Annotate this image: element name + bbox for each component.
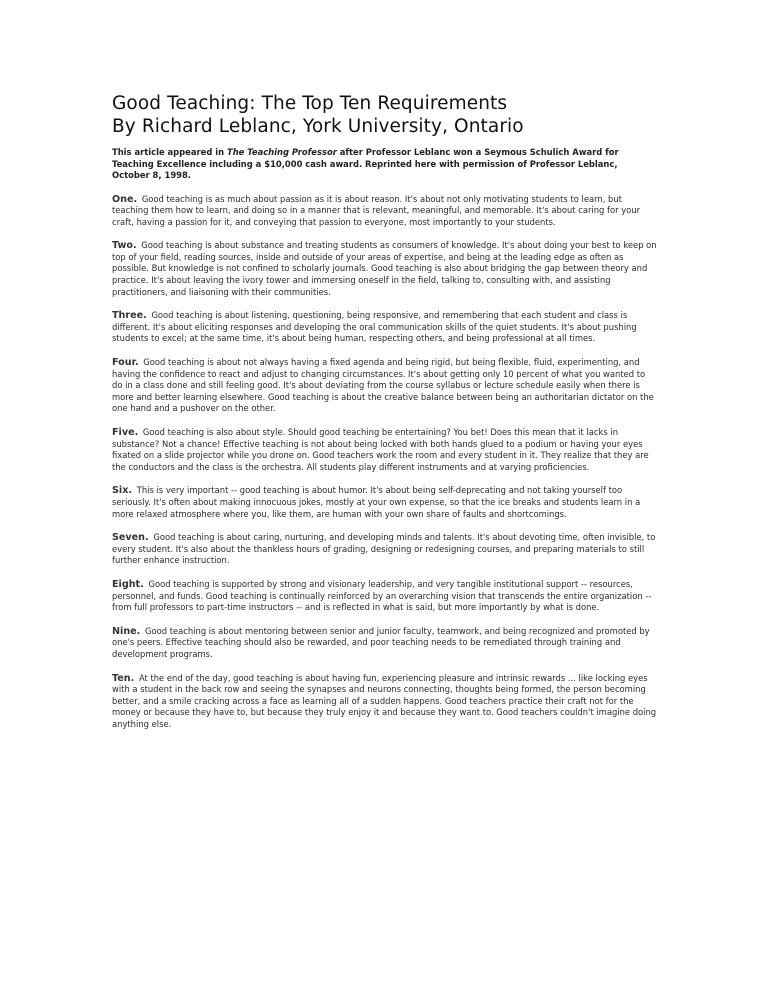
publication-name: The Teaching Professor xyxy=(226,147,337,157)
section-six xyxy=(112,485,658,520)
section-label: Nine. xyxy=(112,625,141,637)
section-label: Ten. xyxy=(112,672,135,684)
intro-text-before: This article appeared in xyxy=(112,147,227,157)
intro-paragraph xyxy=(112,147,658,182)
document-page xyxy=(112,92,658,730)
section-label: Three. xyxy=(112,310,147,322)
section-five xyxy=(112,427,658,473)
section-eight xyxy=(112,579,658,614)
title-line-2: By Richard Leblanc, York University, Ontario xyxy=(112,116,524,137)
section-text: This is very important -- good teaching is about humor. It's about being self-deprecating and not taking yourself too seriously. It's often about making innocuous jokes, mostly at your own expense, so that the ice breaks and students learn in a more relaxed atmosphere where you, like them, are human with your own share of faults and shortcomings. xyxy=(112,485,641,519)
section-label: Two. xyxy=(112,240,137,252)
section-text: Good teaching is about listening, questioning, being responsive, and remembering that each student and class is different. It's about eliciting responses and developing the oral communication skills of the quiet students. It's about pushing students to excel; at the same time, it's about being human, respecting others, and being professional at all times. xyxy=(112,310,637,344)
section-text: Good teaching is supported by strong and visionary leadership, and very tangible institutional support -- resources, personnel, and funds. Good teaching is continually reinforced by an overarching vision that transcends the entire organization -- from full professors to part-time instructors -- and is reflected in what is said, but more importantly by what is done. xyxy=(112,578,652,613)
section-seven xyxy=(112,532,658,567)
section-one xyxy=(112,194,658,229)
section-label: Five. xyxy=(112,427,139,438)
section-text: Good teaching is also about style. Should good teaching be entertaining? You bet! Does this mean that it lacks in substance? Not a chance! Effective teaching is not about being locked with both hands glued to a podium or having your eyes fixated on a slide projector while you drone on. Good teachers work the room and every student in it. They realize that they are the conductors and the class is the orchestra. All students play different instruments and at varying proficiencies. xyxy=(112,427,649,472)
section-four xyxy=(112,357,658,415)
section-text: Good teaching is about not always having a fixed agenda and being rigid, but being flexible, fluid, experimenting, and having the confidence to react and adjust to changing circumstances. It's about getting only 10 percent of what you wanted to do in a class done and still feeling good. It's about deviating from the course syllabus or lecture schedule easily when there is more and better learning elsewhere. Good teaching is about the creative balance between being an authoritarian dictator on the one hand and a pushover on the other. xyxy=(112,357,654,414)
section-label: Eight. xyxy=(112,578,144,590)
section-label: Seven. xyxy=(112,532,149,544)
section-label: One. xyxy=(112,193,138,205)
intro-text-after: after Professor Leblanc won a Seymous Schulich Award for Teaching Excellence including a $10,000 cash award. Reprinted here with permission of Professor Leblanc, October 8, 1998. xyxy=(112,147,619,180)
section-text: Good teaching is about mentoring between senior and junior faculty, teamwork, and being recognized and promoted by one's peers. Effective teaching should also be rewarded, and poor teaching needs to be remediated through training and development programs. xyxy=(112,625,650,659)
section-ten xyxy=(112,673,658,731)
section-label: Four. xyxy=(112,357,139,369)
section-text: Good teaching is about caring, nurturing, and developing minds and talents. It's about devoting time, often invisible, to every student. It's also about the thankless hours of grading, designing or redesigning courses, and preparing materials to still further enhance instruction. xyxy=(112,532,656,566)
section-two xyxy=(112,240,658,298)
section-text: At the end of the day, good teaching is about having fun, experiencing pleasure and intrinsic rewards ... like locking eyes with a student in the back row and seeing the synapses and neurons connecting, thoughts being formed, the person becoming better, and a smile cracking across a face as learning all of a sudden happens. Good teachers practice their craft not for the money or because they have to, but because they truly enjoy it and because they want to. Good teachers couldn't imagine doing anything else. xyxy=(112,672,657,729)
section-three xyxy=(112,310,658,345)
document-title xyxy=(112,92,658,138)
title-line-1: Good Teaching: The Top Ten Requirements xyxy=(112,93,508,114)
section-label: Six. xyxy=(112,485,133,497)
section-nine xyxy=(112,626,658,661)
section-text: Good teaching is as much about passion as it is about reason. It's about not only motivating students to learn, but teaching them how to learn, and doing so in a manner that is relevant, meaningful, and memorable. It's about caring for your craft, having a passion for it, and conveying that passion to everyone, most importantly to your students. xyxy=(112,193,641,227)
section-text: Good teaching is about substance and treating students as consumers of knowledge. It's about doing your best to keep on top of your field, reading sources, inside and outside of your areas of expertise, and being at the leading edge as often as possible. But knowledge is not confined to scholarly journals. Good teaching is also about bridging the gap between theory and practice. It's about leaving the ivory tower and immersing oneself in the field, talking to, consulting with, and assisting practitioners, and liaisoning with their communities. xyxy=(112,240,657,297)
